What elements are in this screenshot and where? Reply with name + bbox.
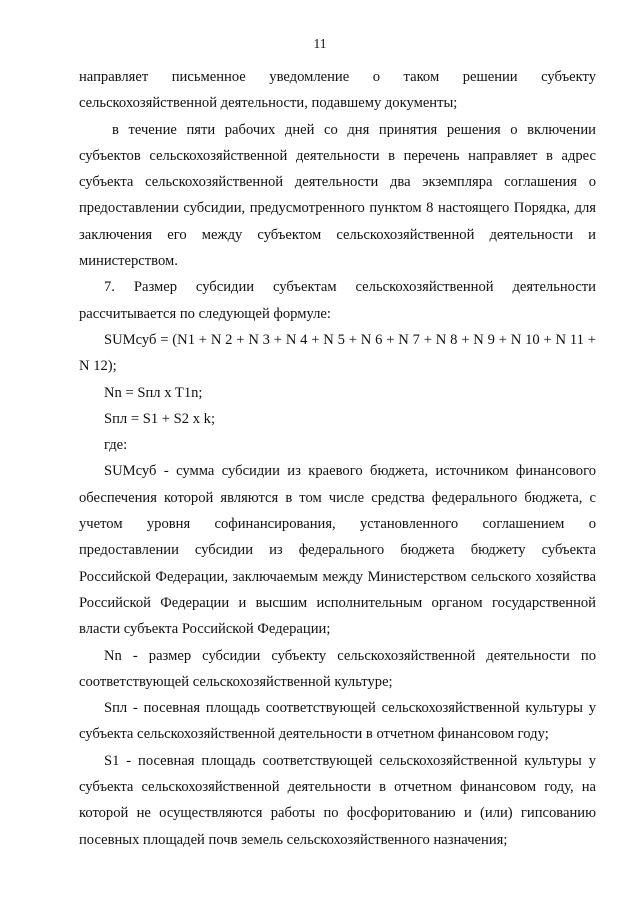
definition-s1: S1 - посевная площадь соответствующей сельскохозяйственной культуры у субъекта сельскохозяйственной деятельности в отчетном финансовом году, на которой не осуществляются работы по фосфоритованию и (или) гипсованию посевных площадей почв земель сельскохозяйственного назначения; (79, 752, 596, 848)
paragraph-subsidy-size: 7. Размер субсидии субъектам сельскохозяйственной деятельности рассчитывается по следующей формуле: (79, 279, 596, 322)
formula-sum: SUMсуб = (N1 + N 2 + N 3 + N 4 + N 5 + N 6 + N 7 + N 8 + N 9 + N 10 + N 11 + N 12); (79, 331, 596, 375)
formula-nn: Nn = Sпл x T1n; (104, 384, 203, 401)
paragraph-agreement-sending: в течение пяти рабочих дней со дня принятия решения о включении субъектов сельскохозяйственной деятельности в перечень направляет в адрес субъекта сельскохозяйственной деятельности два экземпляра соглашения о предоставлении субсидии, предусмотренного пунктом 8 настоящего Порядка, для заключения его между субъектом сельскохозяйственной деятельности и министерством. (79, 121, 596, 270)
formula-spl: Sпл = S1 + S2 x k; (104, 410, 216, 427)
where-label: где: (104, 437, 128, 454)
paragraph-notice: направляет письменное уведомление о таком решении субъекту сельскохозяйственной деятельности, подавшему документы; (79, 69, 596, 112)
definition-spl: Sпл - посевная площадь соответствующей сельскохозяйственной культуры у субъекта сельскохозяйственной деятельности в отчетном финансовом году; (79, 700, 596, 743)
definition-nn: Nn - размер субсидии субъекту сельскохозяйственной деятельности по соответствующей сельскохозяйственной культуре; (79, 647, 596, 690)
document-body (79, 64, 596, 853)
definition-sumsub: SUMсуб - сумма субсидии из краевого бюджета, источником финансового обеспечения которой являются в том числе средства федерального бюджета, с учетом уровня софинансирования, установленного соглашением о предоставлении субсидии из федерального бюджета бюджету субъекта Российской Федерации, заключаемым между Министерством сельского хозяйства Российской Федерации и высшим исполнительным органом государственной власти субъекта Российской Федерации; (79, 463, 596, 638)
page-number: 11 (313, 36, 327, 51)
